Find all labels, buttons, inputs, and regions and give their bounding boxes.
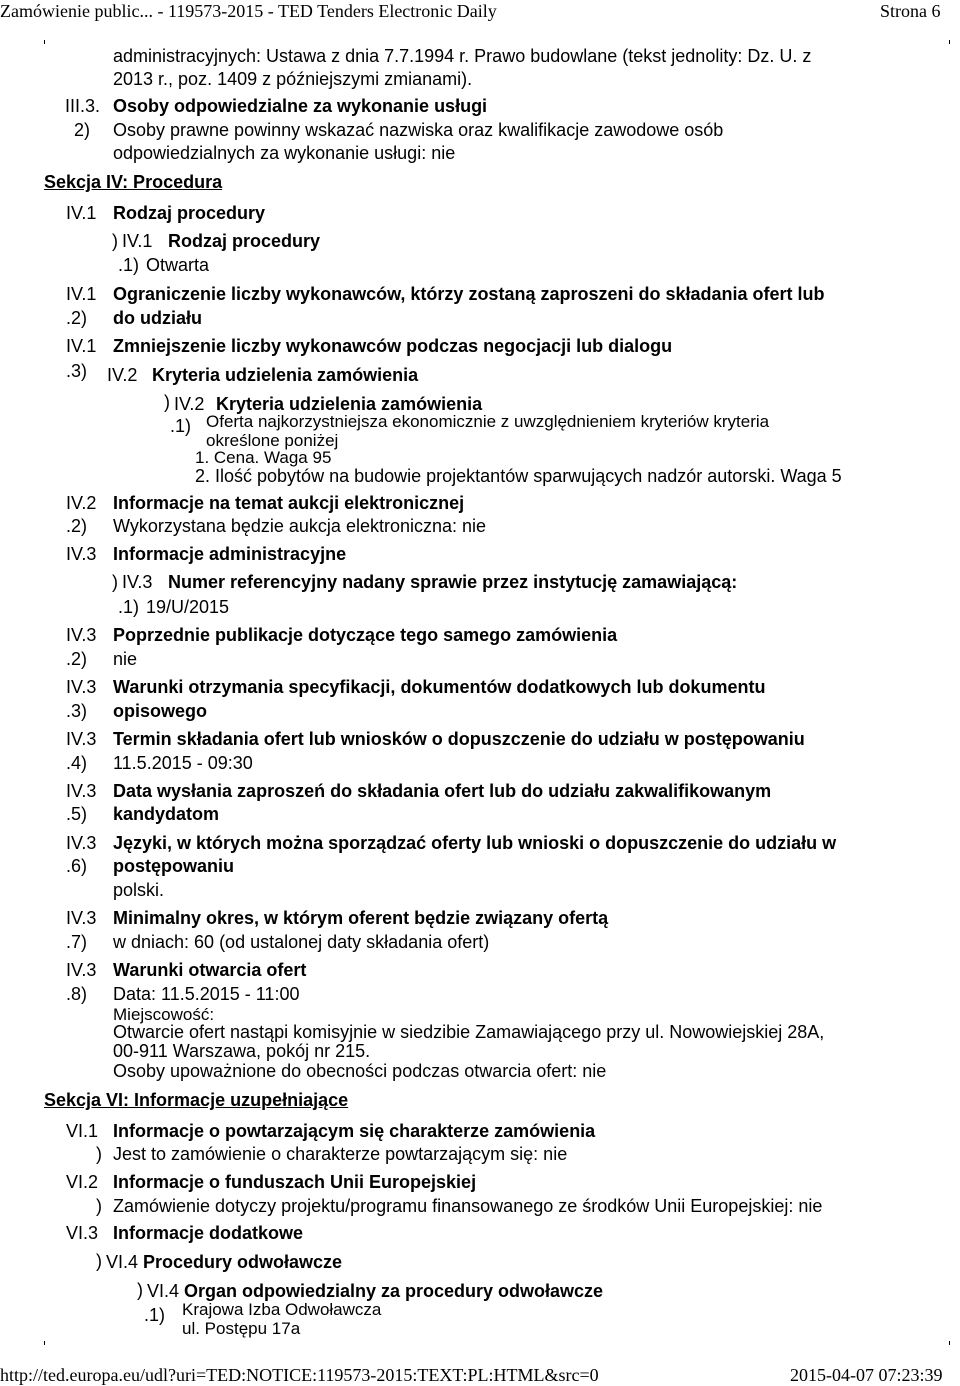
section-heading: Organ odpowiedzialny za procedury odwoławcze (184, 1281, 604, 1301)
section-heading: Informacje o funduszach Unii Europejskiej (113, 1172, 477, 1192)
section-heading: Informacje o powtarzającym się charakterze zamówienia (113, 1121, 596, 1141)
field-value: Otwarta (146, 255, 210, 275)
section-heading: Procedury odwoławcze (143, 1252, 343, 1272)
section-number: .7) (66, 932, 88, 952)
section-heading: Warunki otwarcia ofert (113, 960, 307, 980)
frame-top (44, 40, 950, 44)
section-number: III.3. (65, 96, 101, 116)
field-value: w dniach: 60 (od ustalonej daty składania ofert) (113, 932, 490, 952)
section-heading: postępowaniu (113, 856, 234, 876)
frame-bottom (44, 1341, 950, 1345)
section-heading: Języki, w których można sporządzać oferty lub wnioski o dopuszczenie do udziału w (113, 833, 837, 853)
section-number: IV.3 (66, 908, 97, 928)
section-number: .5) (66, 804, 88, 824)
section-number: .1) (144, 1305, 166, 1325)
field-value: Krajowa Izba Odwoławcza (182, 1300, 382, 1319)
text-line: 00-911 Warszawa, pokój nr 215. (113, 1041, 371, 1061)
section-number: VI.3 (66, 1223, 99, 1243)
section-heading: Poprzednie publikacje dotyczące tego samego zamówienia (113, 625, 618, 645)
section-number: IV.3 (66, 833, 97, 853)
section-number: IV.3 (122, 572, 153, 592)
field-value: nie (113, 649, 138, 669)
section-number: IV.3 (66, 781, 97, 801)
section-heading: Osoby odpowiedzialne za wykonanie usługi (113, 96, 488, 116)
section-number: IV.3 (66, 729, 97, 749)
section-number: VI.4 (106, 1252, 139, 1272)
page-number: Strona 6 (880, 1, 941, 21)
section-heading: Ograniczenie liczby wykonawców, którzy zostaną zaproszeni do składania ofert lub (113, 284, 825, 304)
section-number: .4) (66, 753, 88, 773)
field-label: Miejscowość: (113, 1005, 215, 1024)
field-value: polski. (113, 880, 165, 900)
section-number: .2) (66, 308, 88, 328)
section-number: IV.1 (66, 203, 97, 223)
text-line: administracyjnych: Ustawa z dnia 7.7.1994 r. Prawo budowlane (tekst jednolity: Dz. U. z (113, 46, 812, 66)
field-value: Jest to zamówienie o charakterze powtarzającym się: nie (113, 1144, 568, 1164)
text-line: określone poniżej (206, 431, 339, 450)
criterion-item: 1. Cena. Waga 95 (195, 448, 332, 467)
section-heading: Rodzaj procedury (113, 203, 266, 223)
section-heading: opisowego (113, 701, 207, 721)
section-number: IV.2 (174, 394, 205, 414)
section-title: Sekcja VI: Informacje uzupełniające (44, 1090, 349, 1110)
paren-marker: ) (112, 231, 118, 251)
section-number: .3) (66, 361, 88, 381)
section-number: IV.2 (66, 493, 97, 513)
section-heading: Warunki otrzymania specyfikacji, dokumentów dodatkowych lub dokumentu (113, 677, 766, 697)
section-number: .8) (66, 984, 88, 1004)
paren-marker: ) (96, 1144, 102, 1164)
section-number: IV.3 (66, 544, 97, 564)
paren-marker: ) (112, 572, 118, 592)
field-value: 19/U/2015 (146, 597, 230, 617)
section-heading: Rodzaj procedury (168, 231, 321, 251)
criterion-item: 2. Ilość pobytów na budowie projektantów sparwujących nadzór autorski. Waga 5 (195, 466, 842, 486)
paren-marker: ) (137, 1280, 143, 1300)
paren-marker: ) (96, 1196, 102, 1216)
section-number: .1) (170, 416, 192, 436)
section-number: 2) (74, 120, 91, 140)
text-line: odpowiedzialnych za wykonanie usługi: nie (113, 143, 456, 163)
field-value: Wykorzystana będzie aukcja elektroniczna: nie (113, 516, 487, 536)
section-number: .6) (66, 856, 88, 876)
paren-marker: ) (164, 392, 170, 412)
section-heading: Data wysłania zaproszeń do składania ofert lub do udziału zakwalifikowanym (113, 781, 772, 801)
field-value: 11.5.2015 - 09:30 (113, 753, 253, 773)
footer-url: http://ted.europa.eu/udl?uri=TED:NOTICE:119573-2015:TEXT:PL:HTML&src=0 (0, 1365, 599, 1385)
section-number: IV.1 (122, 231, 153, 251)
section-heading: Numer referencyjny nadany sprawie przez instytucję zamawiającą: (168, 572, 738, 592)
section-heading: Informacje na temat aukcji elektronicznej (113, 493, 465, 513)
section-number: IV.1 (66, 284, 97, 304)
section-heading: Informacje dodatkowe (113, 1223, 304, 1243)
section-heading: Kryteria udzielenia zamówienia (216, 394, 483, 414)
section-number: VI.1 (66, 1121, 99, 1141)
section-heading: kandydatom (113, 804, 220, 824)
section-heading: Termin składania ofert lub wniosków o dopuszczenie do udziału w postępowaniu (113, 729, 805, 749)
section-number: .1) (118, 597, 140, 617)
text-line: 2013 r., poz. 1409 z późniejszymi zmianami). (113, 69, 473, 89)
section-number: IV.3 (66, 960, 97, 980)
section-heading: Minimalny okres, w którym oferent będzie związany ofertą (113, 908, 609, 928)
section-heading: do udziału (113, 308, 202, 328)
text-line: Osoby prawne powinny wskazać nazwiska oraz kwalifikacje zawodowe osób (113, 120, 724, 140)
section-number: IV.3 (66, 625, 97, 645)
section-number: .3) (66, 701, 88, 721)
section-number: .1) (118, 255, 140, 275)
field-value: Data: 11.5.2015 - 11:00 (113, 984, 300, 1004)
text-line: Oferta najkorzystniejsza ekonomicznie z uwzględnieniem kryteriów kryteria (206, 412, 770, 431)
text-line: Otwarcie ofert nastąpi komisyjnie w siedzibie Zamawiającego przy ul. Nowowiejskiej 28A, (113, 1022, 825, 1042)
field-value: ul. Postępu 17a (182, 1319, 301, 1338)
field-value: Zamówienie dotyczy projektu/programu finansowanego ze środków Unii Europejskiej: nie (113, 1196, 823, 1216)
section-number: IV.1 (66, 336, 97, 356)
section-number: .2) (66, 649, 88, 669)
section-title: Sekcja IV: Procedura (44, 172, 223, 192)
section-number: IV.3 (66, 677, 97, 697)
section-heading: Informacje administracyjne (113, 544, 347, 564)
section-number: .2) (66, 516, 88, 536)
section-heading: Kryteria udzielenia zamówienia (152, 365, 419, 385)
footer-datetime: 2015-04-07 07:23:39 (790, 1365, 943, 1385)
page-header-title: Zamówienie public... - 119573-2015 - TED Tenders Electronic Daily (0, 1, 497, 21)
section-number: VI.4 (147, 1281, 180, 1301)
section-heading: Zmniejszenie liczby wykonawców podczas negocjacji lub dialogu (113, 336, 673, 356)
paren-marker: ) (96, 1251, 102, 1271)
section-number: VI.2 (66, 1172, 99, 1192)
section-number: IV.2 (107, 365, 138, 385)
text-line: Osoby upoważnione do obecności podczas otwarcia ofert: nie (113, 1061, 607, 1081)
